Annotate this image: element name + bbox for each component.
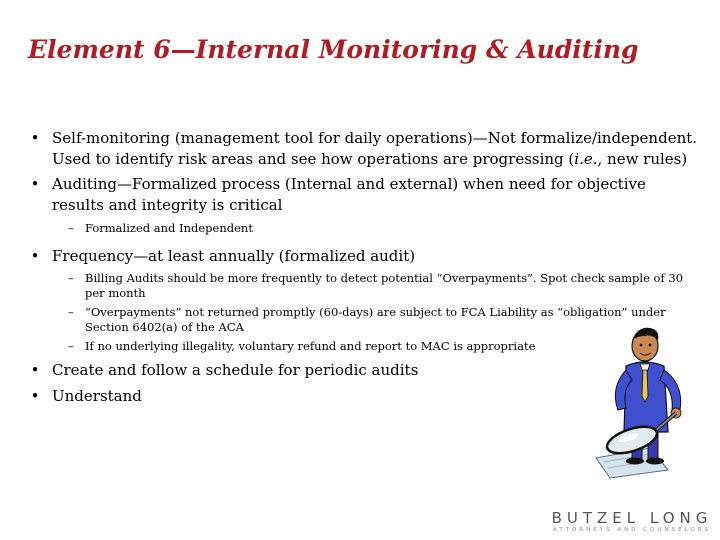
bullet-text: Auditing—Formalized process (Internal and external) when need for objective results and integrity is critical: [52, 175, 646, 214]
sub-bullet-text: Billing Audits should be more frequently to detect potential “Overpayments”. Spot check sample of 30 per month: [85, 270, 684, 300]
bullet-frequency: [28, 246, 698, 267]
bullet-text: Frequency—at least annually (formalized audit): [52, 246, 416, 265]
sub-bullet-marker: –: [68, 270, 74, 285]
butzel-long-logo: [548, 510, 716, 536]
sub-bullet-text: If no underlying illegality, voluntary refund and report to MAC is appropriate: [85, 338, 536, 353]
bullet-text: Create and follow a schedule for periodic audits: [52, 361, 419, 379]
bullet-marker: •: [30, 175, 40, 193]
bullet-text-emphasis: i.e.: [574, 150, 598, 168]
bullet-self-monitoring: [28, 128, 698, 170]
sub-bullet-marker: –: [68, 304, 74, 319]
sub-bullet-text: “Overpayments” not returned promptly (60-days) are subject to FCA Liability as “obligation” under Section 6402(a) of the ACA: [85, 304, 666, 334]
bullet-marker: •: [30, 246, 40, 265]
bullet-text-tail: , new rules): [597, 150, 688, 168]
bullet-marker: •: [30, 361, 40, 379]
bullet-text: Understand: [52, 387, 142, 405]
sub-bullet-marker: –: [68, 221, 74, 235]
logo-tagline: ATTORNEYS AND COUNSELORS: [553, 527, 711, 533]
slide-title: Element 6—Internal Monitoring & Auditing: [28, 35, 639, 64]
bullet-auditing: [28, 174, 698, 216]
bullet-text: Self-monitoring (management tool for daily operations)—Not formalize/independent. Used to identify risk areas and see how operations are progressing (: [52, 129, 698, 168]
bullet-marker: •: [30, 129, 40, 147]
sub-bullet-formalized: [28, 221, 698, 237]
inspector-magnifying-glass-icon: [588, 318, 708, 488]
sub-bullet-billing-audits: [28, 271, 698, 302]
logo-name: BUTZEL LONG: [551, 509, 713, 527]
sub-bullet-marker: –: [68, 338, 74, 353]
bullet-marker: •: [30, 387, 40, 405]
sub-bullet-text: Formalized and Independent: [85, 221, 253, 235]
